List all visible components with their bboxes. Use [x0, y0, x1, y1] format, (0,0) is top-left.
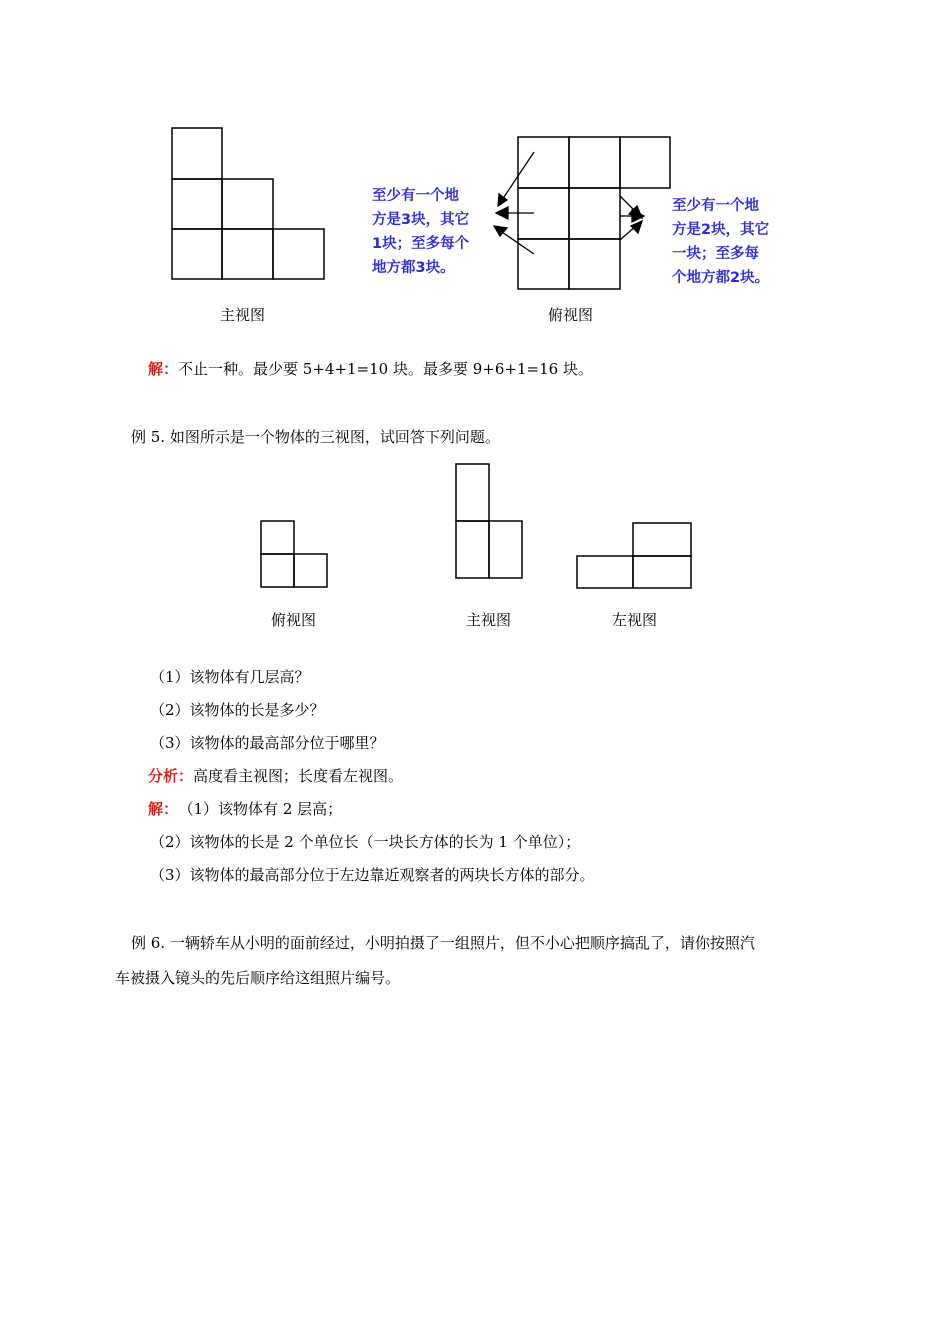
- arrow-head: [496, 207, 508, 219]
- top-view-cell: [569, 239, 620, 289]
- solution-label: 解：: [148, 360, 179, 378]
- analysis-text: 高度看主视图；长度看左视图。: [193, 767, 404, 785]
- example-6-line-1: 例 6. 一辆轿车从小明的面前经过，小明拍摄了一组照片，但不小心把顺序搞乱了，请你按照汽: [131, 934, 755, 952]
- top-view-cell: [518, 239, 569, 289]
- ex5-left-cell: [633, 523, 691, 556]
- right-note-line: 至少有一个地: [672, 198, 759, 214]
- example-5-title: 例 5. 如图所示是一个物体的三视图，试回答下列问题。: [131, 428, 500, 446]
- left-note-line: 方是3块，其它: [372, 212, 470, 228]
- front-view-cell: [222, 229, 273, 279]
- question-1: （1）该物体有几层高？: [150, 668, 310, 686]
- arrow-head: [498, 194, 507, 206]
- front-view-caption: 主视图: [220, 306, 266, 324]
- solution-4: [148, 359, 593, 379]
- top-view-cell: [569, 137, 620, 188]
- ex5-top-cell: [294, 554, 327, 587]
- left-note-line: 1块；至多每个: [372, 236, 470, 252]
- right-note-line: 一块；至多每: [672, 246, 759, 262]
- ex5-left-caption: 左视图: [612, 611, 658, 629]
- question-3: （3）该物体的最高部分位于哪里？: [150, 734, 385, 752]
- ex5-solution-label: 解：: [148, 800, 179, 818]
- answer-1: （1）该物体有 2 层高；: [186, 800, 343, 818]
- right-note-line: 个地方都2块。: [672, 270, 770, 286]
- front-view-cell: [172, 179, 222, 229]
- ex5-top-caption: 俯视图: [271, 611, 317, 629]
- top-view-grid: [518, 137, 670, 289]
- ex5-front-cell: [489, 521, 522, 578]
- left-note-line: 至少有一个地: [372, 188, 459, 204]
- ex5-front-cell: [456, 464, 489, 521]
- ex5-front-cell: [456, 521, 489, 578]
- top-view-cell: [518, 137, 569, 188]
- left-note-line: 地方都3块。: [372, 260, 455, 276]
- answer-2: （2）该物体的长是 2 个单位长（一块长方体的长为 1 个单位）；: [150, 833, 581, 851]
- solution-text: 不止一种。最少要 5+4+1=10 块。最多要 9+6+1=16 块。: [178, 360, 593, 378]
- left-note: [372, 184, 469, 280]
- ex5-left-cell: [577, 556, 633, 588]
- front-view-cell: [273, 229, 324, 279]
- top-view-caption: 俯视图: [548, 306, 594, 324]
- ex5-left-view: [577, 523, 691, 588]
- ex5-top-view: [261, 521, 327, 587]
- front-view-grid: [172, 128, 324, 279]
- front-view-cell: [222, 179, 273, 229]
- top-view-cell: [569, 188, 620, 239]
- right-note: [672, 194, 769, 290]
- analysis-label: 分析：: [148, 767, 194, 785]
- arrow-head: [631, 221, 642, 233]
- answer-3: （3）该物体的最高部分位于左边靠近观察者的两块长方体的部分。: [150, 866, 595, 884]
- ex5-top-cell: [261, 554, 294, 587]
- ex5-left-cell: [633, 556, 691, 588]
- answer-1-row: [148, 799, 342, 819]
- right-note-line: 方是2块，其它: [672, 222, 770, 238]
- example-6-line-2: 车被摄入镜头的先后顺序给这组照片编号。: [115, 969, 401, 987]
- ex5-top-cell: [261, 521, 294, 554]
- ex5-front-caption: 主视图: [466, 611, 512, 629]
- analysis: [148, 766, 403, 786]
- right-arrows: [620, 196, 644, 240]
- front-view-cell: [172, 229, 222, 279]
- top-view-cell: [620, 137, 670, 188]
- front-view-cell: [172, 128, 222, 179]
- question-2: （2）该物体的长是多少？: [150, 701, 325, 719]
- ex5-front-view: [456, 464, 522, 578]
